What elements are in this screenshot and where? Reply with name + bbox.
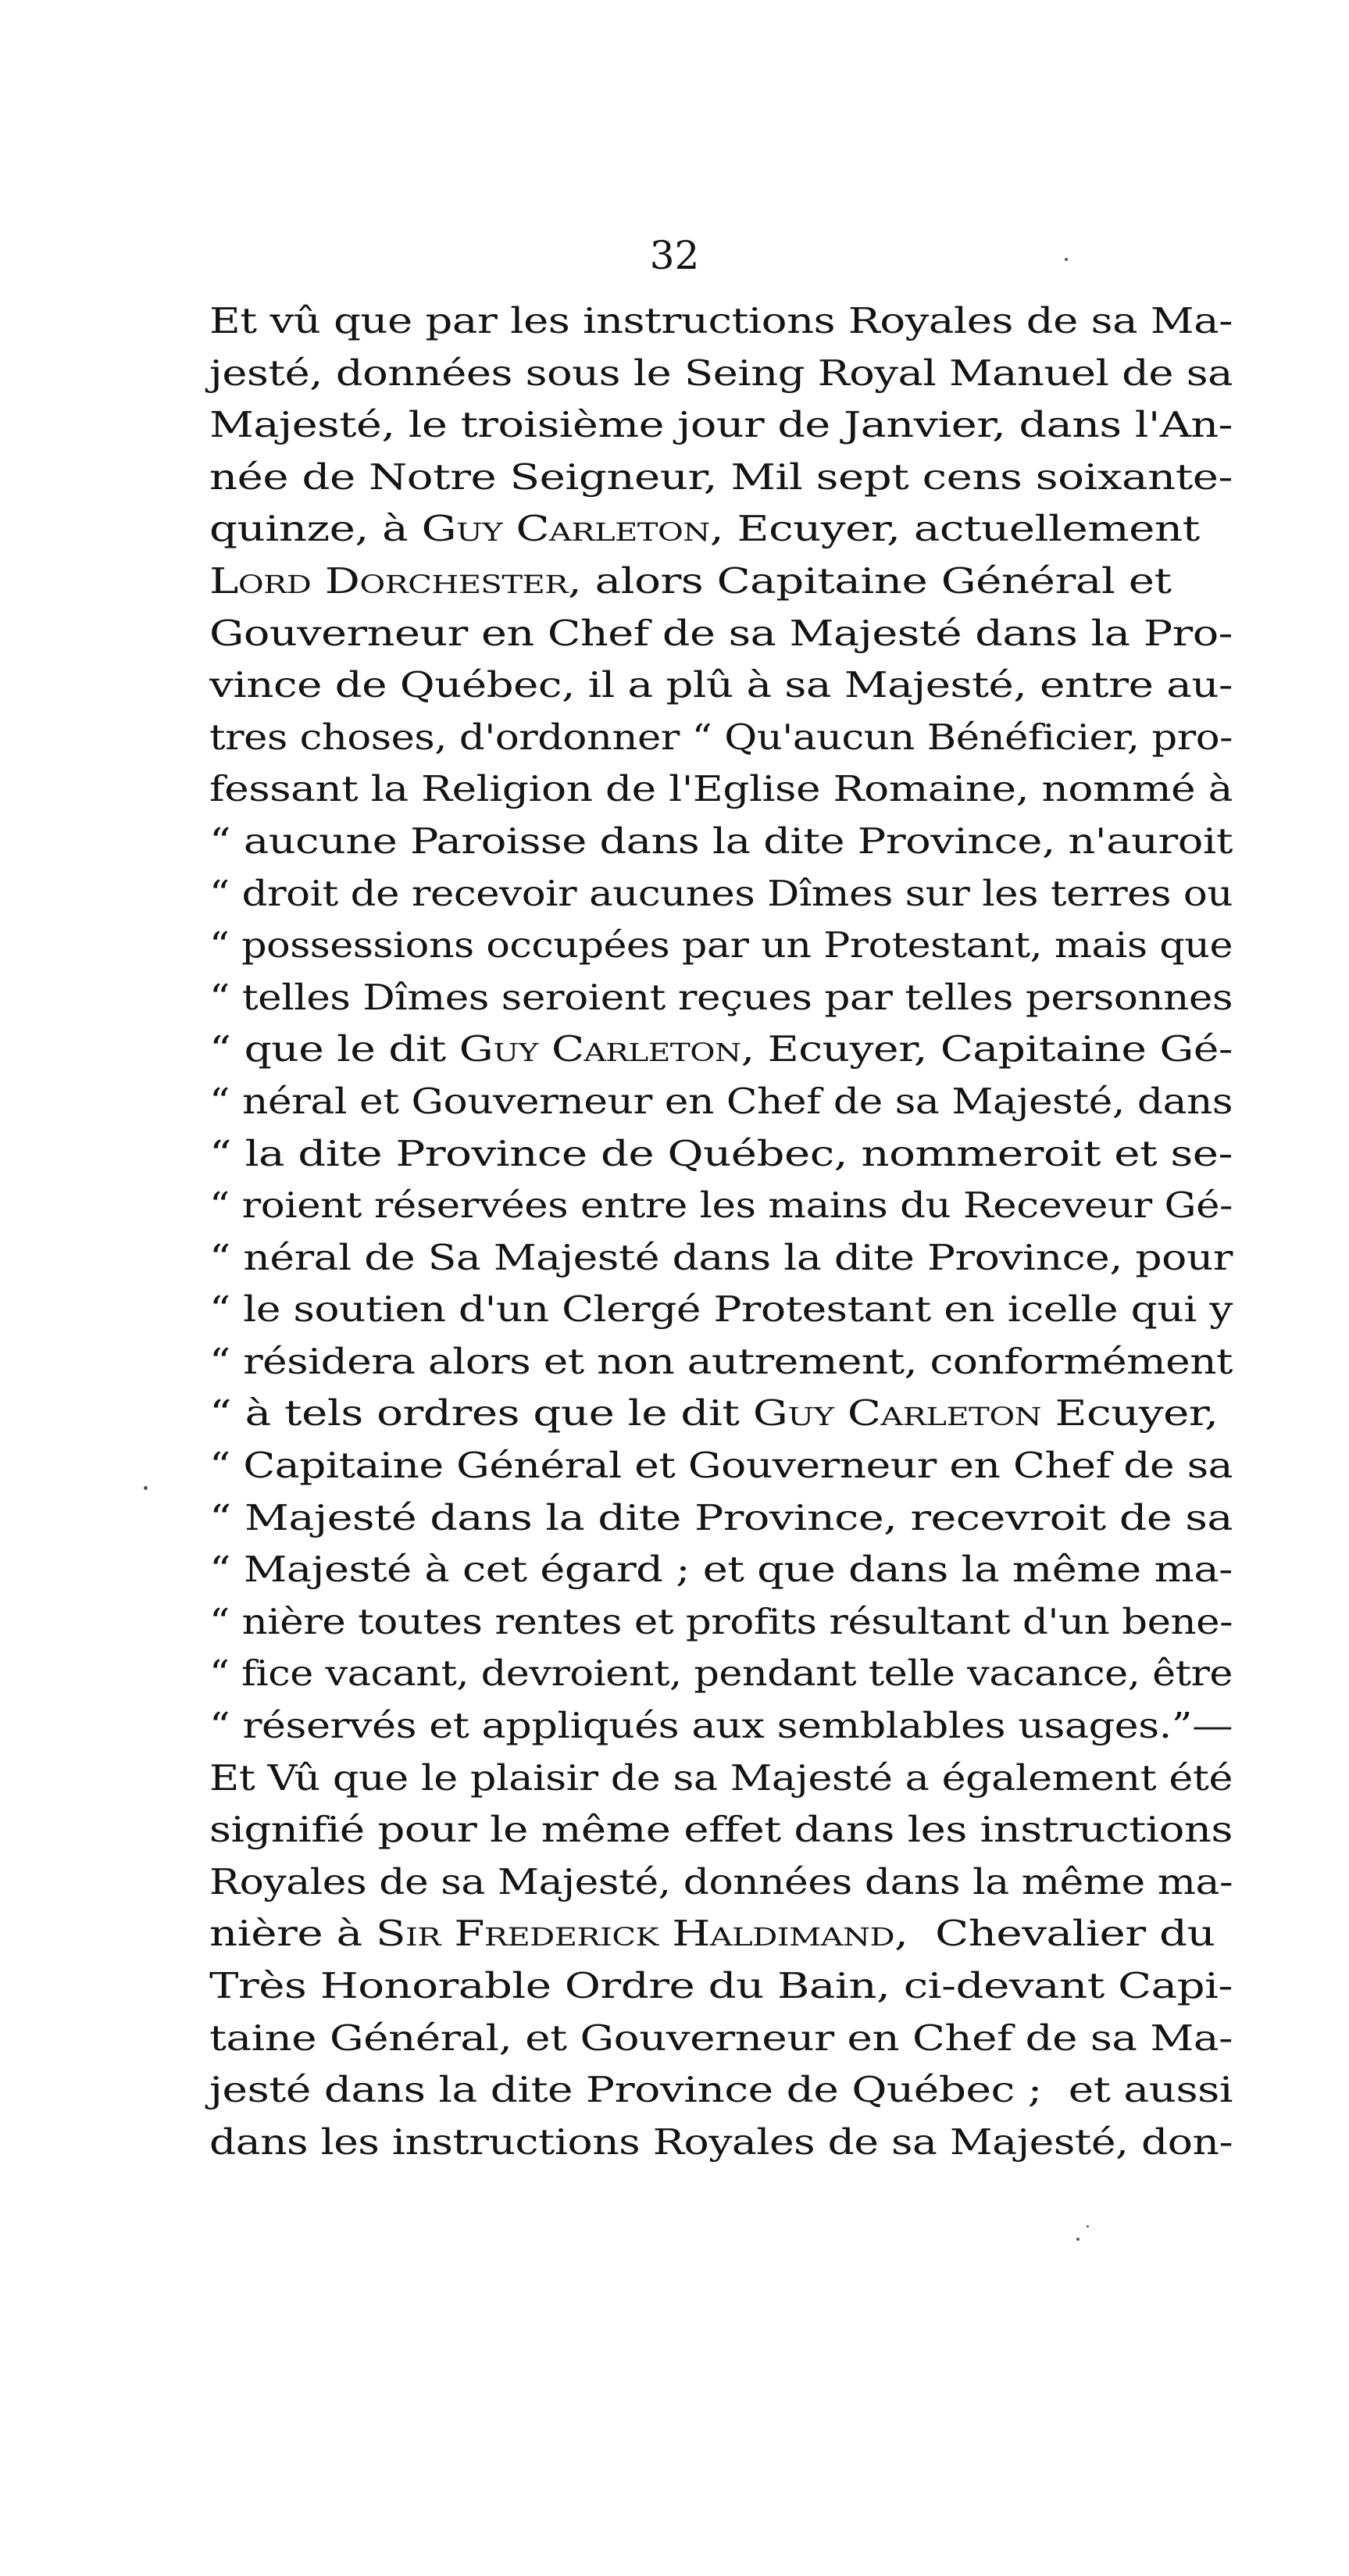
- text-line: [209, 452, 1233, 504]
- text-run: “ Majesté dans la dite Province, recevroit de sa: [209, 1496, 1233, 1538]
- text-line: [209, 1804, 1233, 1856]
- text-line: [209, 920, 1233, 972]
- text-line: [209, 972, 1233, 1024]
- text-line: [209, 1284, 1233, 1336]
- small-caps-name: Guy Carleton: [752, 1392, 1042, 1434]
- text-run: “ fice vacant, devroient, pendant telle vacance, être: [209, 1652, 1233, 1695]
- text-run: née de Notre Seigneur, Mil sept cens soixante-: [209, 456, 1233, 498]
- text-run: “ Majesté à cet égard ; et que dans la même ma-: [209, 1549, 1233, 1591]
- text-line: [209, 2117, 1233, 2169]
- text-line: [209, 1960, 1233, 2013]
- small-caps-name: Guy Carleton: [459, 1028, 741, 1070]
- text-run: “ que le dit: [209, 1028, 459, 1070]
- text-run: “ la dite Province de Québec, nommeroit et se-: [209, 1132, 1233, 1174]
- ink-speck: [1087, 2225, 1089, 2228]
- text-line: [209, 608, 1233, 660]
- text-run: , alors Capitaine Général et: [567, 559, 1172, 602]
- text-run: Gouverneur en Chef de sa Majesté dans la Pro-: [209, 612, 1233, 654]
- text-line: [209, 1700, 1233, 1752]
- text-run: dans les instructions Royales de sa Majesté, don-: [209, 2120, 1233, 2163]
- page-number: 32: [649, 233, 700, 278]
- text-line: [209, 2064, 1233, 2117]
- text-line: [209, 1336, 1233, 1388]
- text-run: “ roient réservées entre les mains du Receveur Gé-: [209, 1184, 1233, 1227]
- text-line: [209, 763, 1233, 816]
- text-run: jesté dans la dite Province de Québec ; et aussi: [209, 2069, 1233, 2111]
- text-run: “ possessions occupées par un Protestant, mais que: [209, 924, 1233, 966]
- text-run: Royales de sa Majesté, données dans la même ma-: [209, 1860, 1233, 1903]
- text-line: [209, 868, 1233, 920]
- text-run: “ droit de recevoir aucunes Dîmes sur les terres ou: [209, 872, 1233, 914]
- text-line: [209, 816, 1233, 868]
- small-caps-name: Sir Frederick Haldimand: [375, 1913, 895, 1955]
- text-run: “ nière toutes rentes et profits résultant d'un bene-: [209, 1600, 1233, 1642]
- text-run: quinze, à: [209, 508, 422, 550]
- text-run: “ résidera alors et non autrement, conformément: [209, 1340, 1233, 1382]
- text-line: [209, 1180, 1233, 1232]
- text-run: , Ecuyer, actuellement: [709, 508, 1200, 550]
- text-run: Très Honorable Ordre du Bain, ci-devant Capi-: [209, 1965, 1233, 2006]
- text-run: tres choses, d'ordonner “ Qu'aucun Bénéficier, pro-: [209, 716, 1233, 758]
- text-line: [209, 1128, 1233, 1181]
- text-line: [209, 1492, 1233, 1545]
- text-line: [209, 1596, 1233, 1649]
- text-run: fessant la Religion de l'Eglise Romaine, nommé à: [209, 768, 1233, 810]
- small-caps-name: Guy Carleton: [421, 508, 710, 550]
- text-line: [209, 1544, 1233, 1596]
- text-run: Et Vû que le plaisir de sa Majesté a également été: [209, 1756, 1233, 1799]
- text-run: “ Capitaine Général et Gouverneur en Chef de sa: [209, 1445, 1233, 1487]
- text-run: nière à: [209, 1913, 376, 1955]
- text-line: [209, 399, 1233, 452]
- text-line: [209, 1076, 1233, 1128]
- text-run: “ réservés et appliqués aux semblables usages.”—: [209, 1705, 1233, 1747]
- text-run: “ aucune Paroisse dans la dite Province, n'auroit: [209, 820, 1233, 862]
- text-line: [209, 503, 1233, 556]
- text-line: [209, 295, 1233, 348]
- text-line: [209, 1752, 1233, 1805]
- text-line: [209, 1908, 1233, 1960]
- text-run: vince de Québec, il a plû à sa Majesté, entre au-: [209, 664, 1233, 706]
- ink-speck: [1076, 2238, 1080, 2241]
- text-run: jesté, données sous le Seing Royal Manuel de sa: [209, 352, 1233, 394]
- text-line: [209, 712, 1233, 764]
- text-line: [209, 2013, 1233, 2065]
- text-line: [209, 1440, 1233, 1492]
- text-line: [209, 556, 1233, 608]
- body-text: [209, 295, 1233, 2168]
- text-run: Et vû que par les instructions Royales de sa Ma-: [209, 300, 1233, 341]
- text-line: [209, 1648, 1233, 1700]
- text-run: “ néral et Gouverneur en Chef de sa Majesté, dans: [209, 1080, 1233, 1122]
- text-line: [209, 1232, 1233, 1284]
- text-run: “ telles Dîmes seroient reçues par telles personnes: [209, 976, 1233, 1018]
- text-line: [209, 1024, 1233, 1076]
- text-run: , Ecuyer, Capitaine Gé-: [741, 1028, 1233, 1070]
- text-line: [209, 1856, 1233, 1909]
- text-run: , Chevalier du: [894, 1913, 1215, 1955]
- text-line: [209, 348, 1233, 400]
- ink-speck: [144, 1486, 148, 1490]
- text-run: signifié pour le même effet dans les instructions: [209, 1809, 1233, 1851]
- small-caps-name: Lord Dorchester: [209, 559, 568, 602]
- text-run: Majesté, le troisième jour de Janvier, dans l'An-: [209, 404, 1233, 446]
- text-run: “ à tels ordres que le dit: [209, 1392, 753, 1434]
- text-run: “ le soutien d'un Clergé Protestant en icelle qui y: [209, 1288, 1233, 1331]
- ink-speck: [1065, 258, 1068, 261]
- text-run: Ecuyer,: [1041, 1392, 1219, 1434]
- text-line: [209, 1388, 1233, 1440]
- text-run: “ néral de Sa Majesté dans la dite Province, pour: [209, 1236, 1233, 1278]
- text-run: taine Général, et Gouverneur en Chef de sa Ma-: [209, 2017, 1233, 2059]
- text-line: [209, 659, 1233, 712]
